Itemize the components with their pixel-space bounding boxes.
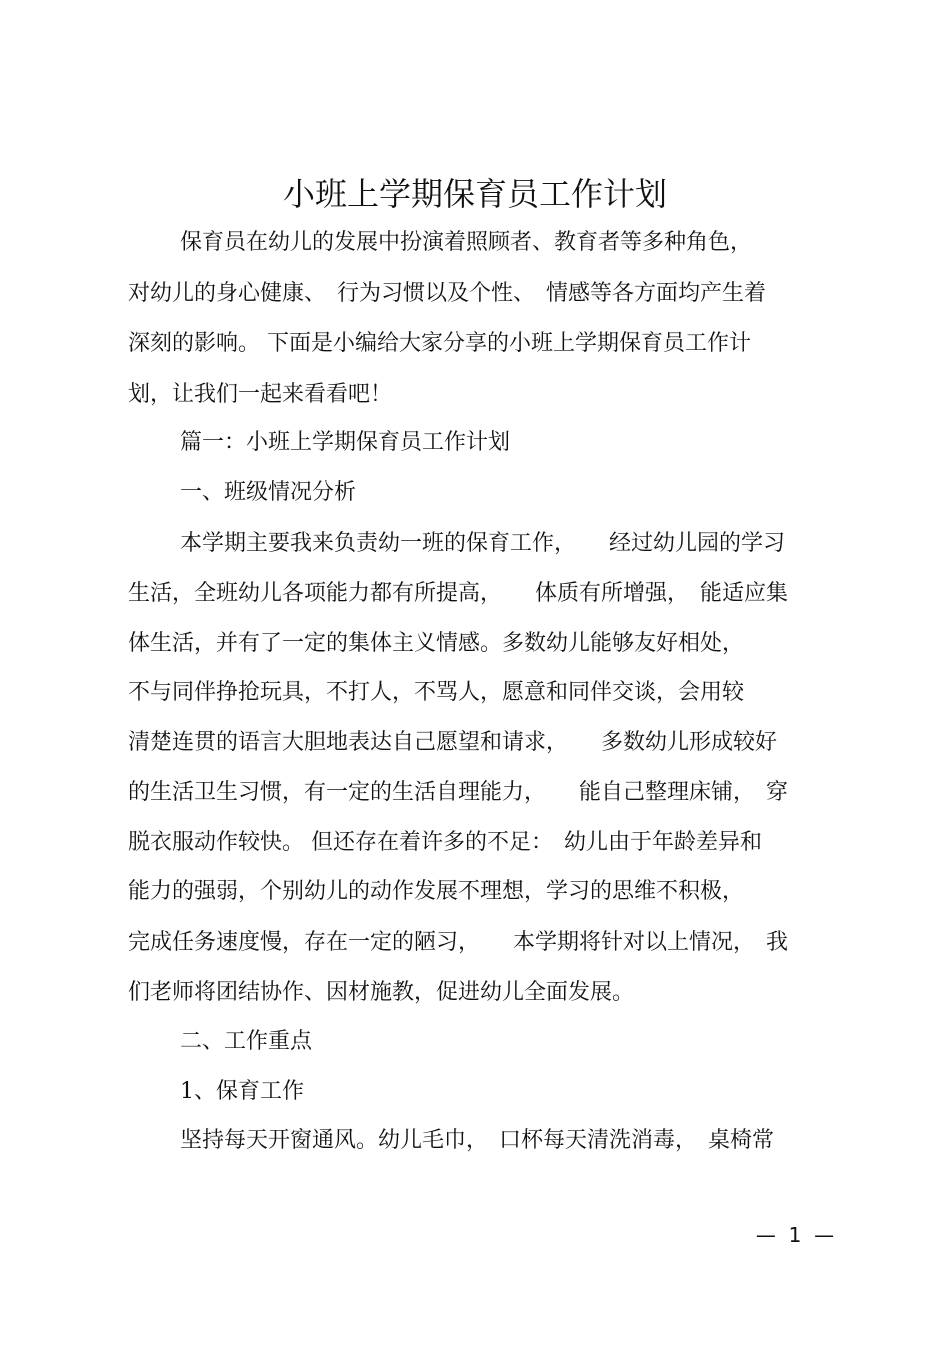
paragraph-line: 清楚连贯的语言大胆地表达自己愿望和请求， 多数幼儿形成较好 bbox=[128, 730, 778, 755]
paragraph-line: 深刻的影响。 下面是小编给大家分享的小班上学期保育员工作计 bbox=[128, 331, 751, 356]
paragraph-line: 完成任务速度慢，存在一定的陋习， 本学期将针对以上情况， 我 bbox=[128, 930, 789, 955]
paragraph-line: 脱衣服动作较快。 但还存在着许多的不足： 幼儿由于年龄差异和 bbox=[128, 830, 762, 855]
paragraph-line: 不与同伴挣抢玩具，不打人，不骂人，愿意和同伴交谈，会用较 bbox=[128, 680, 745, 705]
paragraph-line: 保育员在幼儿的发展中扮演着照顾者、教育者等多种角色， bbox=[180, 230, 753, 255]
paragraph-line: 能力的强弱，个别幼儿的动作发展不理想，学习的思维不积极， bbox=[128, 879, 745, 904]
subsection-heading: 1、保育工作 bbox=[180, 1079, 304, 1104]
section-heading: 二、工作重点 bbox=[180, 1029, 313, 1054]
page-number: — 1 — bbox=[755, 1223, 835, 1247]
section-heading: 篇一：小班上学期保育员工作计划 bbox=[180, 430, 511, 455]
paragraph-line: 体生活，并有了一定的集体主义情感。多数幼儿能够友好相处， bbox=[128, 631, 745, 656]
paragraph-line: 坚持每天开窗通风。幼儿毛巾， 口杯每天清洗消毒， 桌椅常 bbox=[180, 1128, 775, 1153]
document-title: 小班上学期保育员工作计划 bbox=[282, 175, 667, 213]
paragraph-line: 划，让我们一起来看看吧！ bbox=[128, 382, 393, 407]
section-heading: 一、班级情况分析 bbox=[180, 480, 357, 505]
paragraph-line: 对幼儿的身心健康、 行为习惯以及个性、 情感等各方面均产生着 bbox=[128, 281, 767, 306]
paragraph-line: 们老师将团结协作、因材施教，促进幼儿全面发展。 bbox=[128, 980, 635, 1005]
paragraph-line: 的生活卫生习惯，有一定的生活自理能力， 能自己整理床铺， 穿 bbox=[128, 780, 789, 805]
paragraph-line: 本学期主要我来负责幼一班的保育工作， 经过幼儿园的学习 bbox=[180, 531, 786, 556]
paragraph-line: 生活，全班幼儿各项能力都有所提高， 体质有所增强， 能适应集 bbox=[128, 581, 789, 606]
